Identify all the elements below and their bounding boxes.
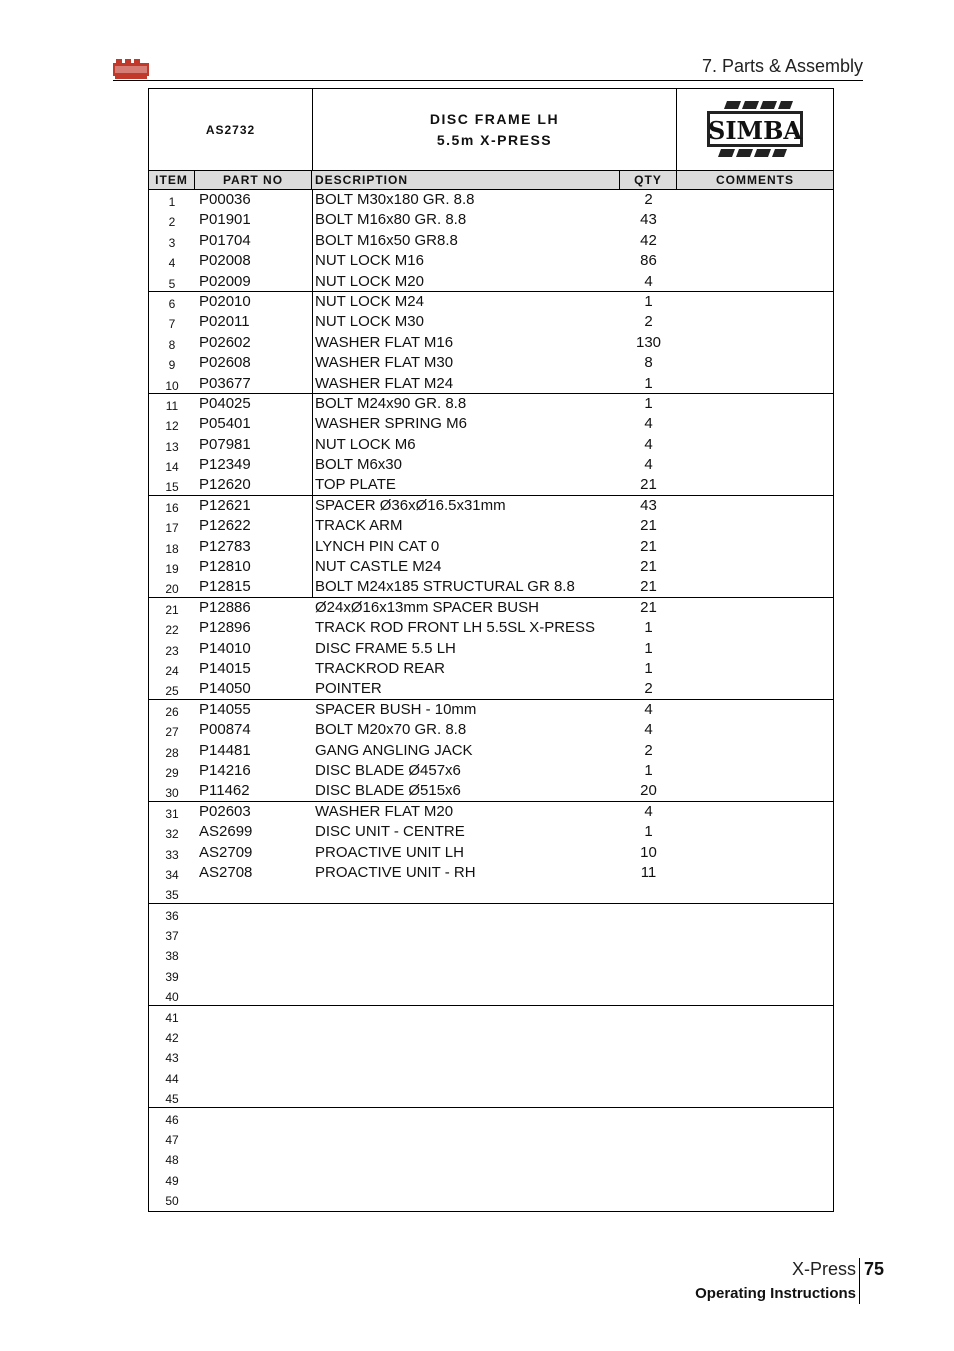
- simba-logo-text: SIMBA: [707, 116, 803, 145]
- header-rule: [113, 80, 863, 81]
- part-description: WASHER SPRING M6: [315, 415, 467, 433]
- table-row: [149, 802, 833, 822]
- part-description: WASHER FLAT M30: [315, 354, 454, 372]
- part-number: P14015: [199, 659, 251, 677]
- part-description: BOLT M6x30: [315, 456, 402, 474]
- item-number: 39: [165, 969, 179, 984]
- part-description: DISC BLADE Ø515x6: [315, 782, 461, 800]
- part-number: P04025: [199, 394, 251, 412]
- col-item: ITEM: [149, 171, 195, 190]
- table-row: [149, 1087, 833, 1107]
- table-row: [149, 516, 833, 536]
- item-number: 46: [165, 1112, 179, 1127]
- part-description: BOLT M16x80 GR. 8.8: [315, 211, 467, 229]
- simba-logo-icon: [705, 99, 805, 161]
- table-row: [149, 598, 833, 618]
- simba-logo: [677, 89, 833, 171]
- table-row: [149, 353, 833, 373]
- table-row: [149, 577, 833, 597]
- table-row: [149, 761, 833, 781]
- part-description: TRACKROD REAR: [315, 659, 446, 677]
- table-row: [149, 333, 833, 353]
- part-quantity: 21: [640, 517, 657, 535]
- table-row: [149, 741, 833, 761]
- part-description: WASHER FLAT M20: [315, 802, 454, 820]
- item-number: 1: [168, 195, 176, 209]
- item-number: 41: [165, 1010, 179, 1025]
- part-number: AS2699: [199, 823, 253, 841]
- item-number: 23: [165, 643, 179, 658]
- item-number: 15: [165, 480, 179, 495]
- part-number: P02011: [199, 313, 250, 331]
- table-row: [149, 312, 833, 332]
- table-row: [149, 863, 833, 883]
- part-quantity: 4: [644, 700, 653, 718]
- table-row: [149, 374, 833, 394]
- part-number: P01901: [199, 211, 251, 229]
- table-row: [149, 251, 833, 271]
- part-quantity: 20: [640, 782, 657, 800]
- table-row: [149, 210, 833, 230]
- part-number: AS2708: [199, 863, 253, 881]
- part-description: SPACER BUSH - 10mm: [315, 700, 477, 718]
- item-number: 17: [165, 521, 179, 536]
- item-number: 34: [165, 867, 179, 882]
- part-quantity: 1: [644, 639, 653, 657]
- part-number: P05401: [199, 415, 251, 433]
- table-row: [149, 414, 833, 434]
- part-quantity: 42: [640, 231, 657, 249]
- item-number: 40: [165, 990, 179, 1005]
- part-number: P02603: [199, 802, 251, 820]
- divider-comments: [677, 89, 678, 190]
- item-number: 18: [165, 541, 179, 556]
- item-number: 12: [165, 419, 179, 434]
- part-quantity: 4: [644, 272, 653, 290]
- part-number: P12896: [199, 619, 251, 637]
- part-description: TOP PLATE: [315, 476, 396, 494]
- item-number: 33: [165, 847, 179, 862]
- item-number: 28: [165, 745, 179, 760]
- part-quantity: 43: [640, 211, 657, 229]
- part-number: P14481: [199, 741, 251, 759]
- table-row: [149, 1148, 833, 1168]
- item-number: 36: [165, 908, 179, 923]
- part-quantity: 43: [640, 496, 657, 514]
- part-number: P12622: [199, 517, 251, 535]
- part-description: PROACTIVE UNIT LH: [315, 843, 464, 861]
- table-row: [149, 1026, 833, 1046]
- part-number: P12886: [199, 598, 251, 616]
- item-number: 31: [165, 806, 179, 821]
- part-quantity: 1: [644, 394, 653, 412]
- table-row: [149, 1067, 833, 1087]
- divider-part: [312, 190, 313, 598]
- item-number: 37: [165, 929, 179, 944]
- part-quantity: 4: [644, 721, 653, 739]
- table-row: [149, 1006, 833, 1026]
- item-number: 44: [165, 1071, 179, 1086]
- part-description: NUT LOCK M24: [315, 292, 424, 310]
- part-description: WASHER FLAT M24: [315, 374, 454, 392]
- part-description: NUT LOCK M30: [315, 313, 424, 331]
- col-comments: COMMENTS: [716, 173, 794, 187]
- part-quantity: 1: [644, 292, 653, 310]
- part-quantity: 1: [644, 823, 653, 841]
- part-description: PROACTIVE UNIT - RH: [315, 863, 476, 881]
- item-number: 29: [165, 765, 179, 780]
- item-number: 16: [165, 500, 179, 515]
- table-row: [149, 475, 833, 495]
- part-number: P02608: [199, 354, 251, 372]
- table-row: [149, 1189, 833, 1209]
- item-number: 47: [165, 1132, 179, 1147]
- part-description: Ø24xØ16x13mm SPACER BUSH: [315, 598, 539, 616]
- table-row: [149, 944, 833, 964]
- part-number: P14050: [199, 680, 251, 698]
- part-number: P12810: [199, 558, 251, 576]
- item-number: 50: [165, 1194, 179, 1209]
- part-quantity: 10: [640, 843, 657, 861]
- part-number: P12349: [199, 456, 251, 474]
- part-number: P07981: [199, 435, 251, 453]
- simba-small-logo-icon: [113, 59, 149, 79]
- parts-rows: [149, 190, 833, 1210]
- part-description: SPACER Ø36xØ16.5x31mm: [315, 496, 506, 514]
- part-quantity: 2: [644, 313, 653, 331]
- item-number: 2: [168, 215, 176, 230]
- part-description: BOLT M16x50 GR8.8: [315, 231, 458, 249]
- part-quantity: 1: [644, 374, 653, 392]
- table-row: [149, 904, 833, 924]
- part-description: DISC FRAME 5.5 LH: [315, 639, 456, 657]
- part-number: P14216: [199, 761, 251, 779]
- table-row: [149, 924, 833, 944]
- part-number: P12783: [199, 537, 251, 555]
- table-row: [149, 618, 833, 638]
- part-description: LYNCH PIN CAT 0: [315, 537, 440, 555]
- parts-sheet: [148, 88, 834, 1212]
- sheet-header: [149, 89, 833, 171]
- item-number: 26: [165, 704, 179, 719]
- part-description: BOLT M24x185 STRUCTURAL GR 8.8: [315, 578, 575, 596]
- table-row: [149, 639, 833, 659]
- table-row: [149, 1128, 833, 1148]
- table-row: [149, 679, 833, 699]
- part-number: P14010: [199, 639, 251, 657]
- part-description: DISC BLADE Ø457x6: [315, 761, 461, 779]
- part-quantity: 11: [640, 863, 657, 881]
- table-row: [149, 292, 833, 312]
- item-number: 13: [165, 439, 179, 454]
- item-number: 10: [165, 378, 179, 393]
- item-number: 9: [168, 358, 176, 373]
- assembly-title-line2: 5.5m X-PRESS: [436, 132, 553, 148]
- table-row: [149, 455, 833, 475]
- footer-subtitle: Operating Instructions: [695, 1285, 856, 1302]
- part-number: P12815: [199, 578, 251, 596]
- table-row: [149, 557, 833, 577]
- part-quantity: 21: [640, 476, 657, 494]
- item-number: 20: [165, 582, 179, 597]
- table-row: [149, 1169, 833, 1189]
- table-row: [149, 272, 833, 292]
- part-number: P11462: [199, 782, 250, 800]
- item-number: 48: [165, 1153, 179, 1168]
- part-number: P02008: [199, 252, 251, 270]
- table-row: [149, 883, 833, 903]
- part-number: P12621: [199, 496, 251, 514]
- part-quantity: 1: [644, 761, 653, 779]
- part-quantity: 4: [644, 415, 653, 433]
- item-number: 3: [168, 235, 176, 250]
- assembly-title-line1: DISC FRAME LH: [429, 111, 560, 127]
- item-number: 22: [165, 623, 179, 638]
- part-quantity: 2: [644, 741, 653, 759]
- item-number: 19: [165, 562, 179, 577]
- table-row: [149, 190, 833, 210]
- part-description: BOLT M24x90 GR. 8.8: [315, 394, 467, 412]
- table-row: [149, 822, 833, 842]
- table-row: [149, 1108, 833, 1128]
- part-number: P12620: [199, 476, 251, 494]
- part-quantity: 8: [644, 354, 653, 372]
- part-quantity: 21: [640, 578, 657, 596]
- part-description: BOLT M20x70 GR. 8.8: [315, 721, 467, 739]
- part-quantity: 4: [644, 802, 653, 820]
- item-number: 38: [165, 949, 179, 964]
- item-number: 25: [165, 684, 179, 699]
- part-number: AS2709: [199, 843, 253, 861]
- part-number: P14055: [199, 700, 251, 718]
- item-number: 8: [168, 337, 176, 352]
- item-number: 21: [165, 602, 179, 617]
- item-number: 24: [165, 663, 179, 678]
- part-quantity: 86: [640, 252, 657, 270]
- part-quantity: 130: [635, 333, 662, 351]
- item-number: 11: [165, 398, 179, 413]
- section-title: 7. Parts & Assembly: [701, 56, 863, 76]
- part-description: DISC UNIT - CENTRE: [315, 823, 465, 841]
- item-number: 45: [165, 1092, 179, 1107]
- item-number: 5: [168, 276, 176, 291]
- part-number: P01704: [199, 231, 251, 249]
- footer-rule: [859, 1258, 860, 1304]
- table-row: [149, 1046, 833, 1066]
- part-description: NUT CASTLE M24: [315, 558, 442, 576]
- item-number: 42: [165, 1031, 179, 1046]
- table-row: [149, 435, 833, 455]
- part-number: P03677: [199, 374, 251, 392]
- table-row: [149, 537, 833, 557]
- part-number: P00874: [199, 721, 251, 739]
- part-description: NUT LOCK M16: [315, 252, 424, 270]
- part-quantity: 21: [640, 558, 657, 576]
- part-description: GANG ANGLING JACK: [315, 741, 473, 759]
- table-row: [149, 496, 833, 516]
- part-description: NUT LOCK M6: [315, 435, 416, 453]
- part-number: P02009: [199, 272, 251, 290]
- part-quantity: 1: [644, 619, 653, 637]
- item-number: 7: [168, 317, 176, 332]
- table-row: [149, 659, 833, 679]
- part-description: BOLT M30x180 GR. 8.8: [315, 191, 475, 208]
- part-number: P02010: [199, 292, 251, 310]
- item-number: 27: [165, 725, 179, 740]
- part-quantity: 1: [644, 659, 653, 677]
- col-qty: QTY: [620, 171, 677, 190]
- part-number: P00036: [199, 191, 251, 208]
- assembly-number: AS2732: [205, 123, 256, 137]
- part-description: POINTER: [315, 680, 382, 698]
- table-row: [149, 985, 833, 1005]
- item-number: 30: [165, 786, 179, 801]
- part-description: NUT LOCK M20: [315, 272, 424, 290]
- table-row: [149, 843, 833, 863]
- table-row: [149, 231, 833, 251]
- col-part-no: PART NO: [195, 171, 312, 190]
- item-number: 4: [168, 256, 176, 271]
- page-number: 75: [864, 1259, 885, 1279]
- item-number: 43: [165, 1051, 179, 1066]
- table-row: [149, 394, 833, 414]
- col-description: DESCRIPTION: [312, 171, 620, 190]
- part-description: TRACK ROD FRONT LH 5.5SL X-PRESS: [315, 619, 596, 637]
- item-number: 49: [165, 1173, 179, 1188]
- table-row: [149, 720, 833, 740]
- part-quantity: 4: [644, 435, 653, 453]
- table-row: [149, 781, 833, 801]
- part-description: TRACK ARM: [315, 517, 403, 535]
- table-row: [149, 700, 833, 720]
- item-number: 6: [168, 296, 176, 311]
- part-number: P02602: [199, 333, 251, 351]
- part-description: WASHER FLAT M16: [315, 333, 454, 351]
- footer-product: X-Press: [791, 1259, 856, 1279]
- table-row: [149, 965, 833, 985]
- item-number: 35: [165, 888, 179, 903]
- column-headers: [149, 171, 833, 190]
- item-number: 32: [165, 827, 179, 842]
- item-number: 14: [165, 460, 179, 475]
- part-quantity: 2: [644, 680, 653, 698]
- part-quantity: 2: [644, 191, 653, 208]
- assembly-title: [312, 89, 677, 171]
- part-quantity: 4: [644, 456, 653, 474]
- part-quantity: 21: [640, 598, 657, 616]
- part-quantity: 21: [640, 537, 657, 555]
